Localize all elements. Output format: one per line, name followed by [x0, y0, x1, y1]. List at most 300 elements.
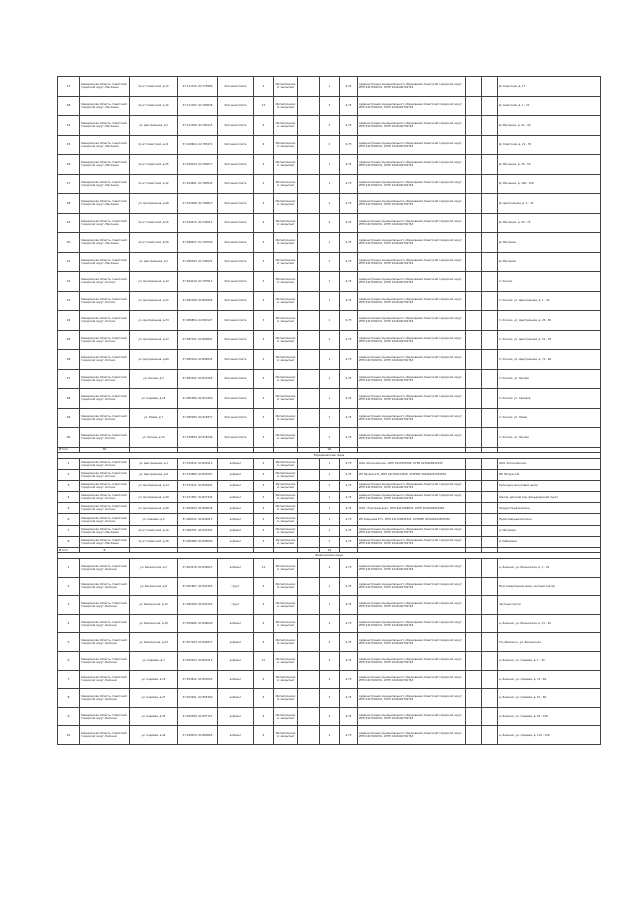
row-owner: Администрация муниципального образования Советский городской округ, ИНН 4417000231, ОГРН 1024200702763: [358, 96, 466, 116]
row-cover: Металлический, закрытый: [274, 194, 298, 214]
row-quantity: 1: [320, 291, 340, 311]
row-quantity: 1: [320, 458, 340, 469]
row-surface: бетонная плита: [218, 194, 254, 214]
empty-cell: [298, 350, 320, 370]
row-number: 20: [58, 233, 80, 253]
row-coordinates: 57.104821, 62.789545: [178, 174, 218, 194]
row-area: 3: [254, 536, 274, 547]
empty-cell: [466, 596, 482, 615]
row-number: 17: [58, 174, 80, 194]
row-area: 3: [254, 311, 274, 331]
row-volume: 0,75: [340, 291, 358, 311]
row-area: 3: [254, 469, 274, 480]
row-address: Кемеровская область, Советский городской округ, Клочки: [80, 503, 130, 514]
row-cover: Металлический, закрытый: [274, 96, 298, 116]
row-source: д. Белкино, ул. Садовая, д. 61 - 80: [498, 689, 601, 708]
empty-cell: [466, 458, 482, 469]
empty-cell: [466, 272, 482, 292]
row-coordinates: 57.074890, 62.822567: [178, 469, 218, 480]
table-row: [58, 291, 601, 311]
row-area: 3: [254, 389, 274, 409]
row-street: ул. Центральная, д.46: [130, 194, 178, 214]
table-row: [58, 311, 601, 331]
row-volume: 0,75: [340, 272, 358, 292]
empty-cell: [298, 689, 320, 708]
row-quantity: 2: [320, 689, 340, 708]
row-owner: Администрация муниципального образования Советский городской округ, ИНН 4417000231, ОГРН 1024200702763: [358, 492, 466, 503]
row-address: Кемеровская область, Советский городской округ, Клочки: [80, 291, 130, 311]
row-volume: 0,75: [340, 213, 358, 233]
row-number: 30: [58, 428, 80, 448]
row-number: 23: [58, 291, 80, 311]
empty-cell: [482, 503, 498, 514]
empty-cell: [298, 458, 320, 469]
row-source: д. Белкино, ул. Белкинская, д. 1 - 20: [498, 559, 601, 578]
row-number: 27: [58, 369, 80, 389]
row-address: Кемеровская область, Советский городской округ, Масленки: [80, 252, 130, 272]
row-number: 21: [58, 252, 80, 272]
row-owner: Администрация муниципального образования Советский городской округ, ИНН 4417000231, ОГРН 1024200702763: [358, 116, 466, 136]
table-row: [58, 213, 601, 233]
row-source: д. Белкино, ул. Белкинская, д. 21 - 40: [498, 614, 601, 633]
row-coordinates: 57.066701, 62.834352: [178, 525, 218, 536]
row-owner: Администрация муниципального образования Советский городской округ, ИНН 4417000231, ОГРН 1024200702763: [358, 155, 466, 175]
row-cover: Металлический, закрытый: [274, 651, 298, 670]
table-row: [58, 670, 601, 689]
row-street: ул. Лесная, д.3: [130, 369, 178, 389]
row-cover: Металлический, закрытый: [274, 559, 298, 578]
row-number: 3: [58, 480, 80, 491]
table-row: [58, 428, 601, 448]
row-number: 7: [58, 670, 80, 689]
row-owner: Администрация муниципального образования Советский городской округ, ИНН 4417000231, ОГРН 1024200702763: [358, 291, 466, 311]
empty-cell: [298, 408, 320, 428]
row-surface: асфальт: [218, 633, 254, 652]
row-area: 3: [254, 492, 274, 503]
table-row: [58, 492, 601, 503]
row-source: Многоквартирные дома, частный сектор: [498, 577, 601, 596]
row-volume: 0,75: [340, 480, 358, 491]
row-volume: 0,75: [340, 252, 358, 272]
row-address: Кемеровская область, Советский городской округ, Клочки: [80, 480, 130, 491]
row-coordinates: 57.071587, 62.827344: [178, 492, 218, 503]
row-coordinates: 57.096543, 62.795024: [178, 252, 218, 272]
empty-cell: [466, 155, 482, 175]
empty-cell: [298, 707, 320, 726]
row-volume: 0,75: [340, 350, 358, 370]
row-street: ул. Садовая, д.42: [130, 726, 178, 745]
row-cover: Металлический, закрытый: [274, 408, 298, 428]
row-area: 3: [254, 77, 274, 97]
row-address: Кемеровская область, Советский городской округ, Белкино: [80, 707, 130, 726]
row-address: Кемеровская область, Советский городской округ, Масленки: [80, 525, 130, 536]
empty-cell: [482, 350, 498, 370]
empty-cell: [466, 233, 482, 253]
row-volume: 0,75: [340, 155, 358, 175]
empty-cell: [298, 559, 320, 578]
row-quantity: 2: [320, 614, 340, 633]
row-street: ул. Центральная, д.47: [130, 330, 178, 350]
row-source: д. Белкино, ул. Садовая, д. 31 - 60: [498, 670, 601, 689]
row-source: д. Масленки: [498, 525, 601, 536]
row-quantity: 2: [320, 670, 340, 689]
row-address: Кемеровская область, Советский городской округ, Белкино: [80, 614, 130, 633]
empty-cell: [482, 330, 498, 350]
row-owner: ИП Петров А.В., ИНН 441700123456, ОГРНИП 304420012345678: [358, 469, 466, 480]
row-quantity: 1: [320, 174, 340, 194]
row-source: Д. Масленки, д. 50 - 75: [498, 213, 601, 233]
row-cover: Металлический, закрытый: [274, 233, 298, 253]
row-number: 9: [58, 707, 80, 726]
empty-cell: [298, 670, 320, 689]
row-owner: Администрация муниципального образования Советский городской округ, ИНН 4417000231, ОГРН 1024200702763: [358, 135, 466, 155]
row-source: Д. Центральная, д. 1 - 32: [498, 194, 601, 214]
row-address: Кемеровская область, Советский городской округ, Белкино: [80, 726, 130, 745]
empty-cell: [298, 116, 320, 136]
row-source: С. Клочки, ул. Центральная, д. 25 - 50: [498, 311, 601, 331]
row-volume: 0,75: [340, 116, 358, 136]
row-volume: 0,75: [340, 389, 358, 409]
row-owner: Администрация муниципального образования Советский городской округ, ИНН 4417000231, ОГРН 1024200702763: [358, 272, 466, 292]
row-cover: Металлический, закрытый: [274, 174, 298, 194]
row-number: 1: [58, 458, 80, 469]
row-area: 6: [254, 670, 274, 689]
row-number: 14: [58, 116, 80, 136]
row-street: ул. Центральная, д.5: [130, 252, 178, 272]
row-number: 18: [58, 194, 80, 214]
row-street: ул. Центральная, д.1: [130, 458, 178, 469]
row-number: 4: [58, 614, 80, 633]
row-quantity: 3: [320, 96, 340, 116]
table-row: [58, 614, 601, 633]
empty-cell: [298, 96, 320, 116]
row-address: Кемеровская область, Советский городской округ, Масленки: [80, 213, 130, 233]
row-number: 17: [58, 77, 80, 97]
registry-body: [58, 77, 601, 745]
row-coordinates: 57.108234, 62.786077: [178, 155, 218, 175]
row-quantity: 2: [320, 135, 340, 155]
row-source: С. Клочки, ул. Новая: [498, 408, 601, 428]
section-title: Юридические лица: [58, 452, 601, 458]
row-street: ул. Лесная, д.15: [130, 428, 178, 448]
row-number: 28: [58, 389, 80, 409]
row-coordinates: 57.078834, 62.818240: [178, 428, 218, 448]
row-street: ул. Центральная, д.5: [130, 116, 178, 136]
row-quantity: 1: [320, 155, 340, 175]
table-row: [58, 689, 601, 708]
table-row: [58, 116, 601, 136]
table-row: [58, 458, 601, 469]
row-street: ул. Центральная, д.14: [130, 480, 178, 491]
row-coordinates: 57.060256, 62.843702: [178, 596, 218, 615]
row-address: Кемеровская область, Советский городской округ, Белкино: [80, 596, 130, 615]
row-address: Кемеровская область, Советский городской округ, Масленки: [80, 233, 130, 253]
row-number: 7: [58, 525, 80, 536]
empty-cell: [298, 577, 320, 596]
row-volume: 0,75: [340, 536, 358, 547]
row-surface: бетонная плита: [218, 233, 254, 253]
row-number: 24: [58, 311, 80, 331]
row-volume: 0,75: [340, 194, 358, 214]
empty-cell: [298, 514, 320, 525]
row-quantity: 1: [320, 492, 340, 503]
row-quantity: 1: [320, 369, 340, 389]
empty-cell: [482, 492, 498, 503]
empty-cell: [298, 492, 320, 503]
row-street: ул. Садовая, д.15: [130, 670, 178, 689]
empty-cell: [482, 689, 498, 708]
row-surface: асфальт: [218, 670, 254, 689]
row-street: ул. Центральная, д.33: [130, 311, 178, 331]
row-cover: Металлический, закрытый: [274, 272, 298, 292]
row-cover: Металлический, закрытый: [274, 213, 298, 233]
table-row: [58, 408, 601, 428]
row-coordinates: 57.055423, 62.850715: [178, 651, 218, 670]
empty-cell: [298, 469, 320, 480]
row-cover: Металлический, закрытый: [274, 428, 298, 448]
table-row: [58, 633, 601, 652]
row-coordinates: 57.089854, 62.803127: [178, 311, 218, 331]
row-area: 6: [254, 726, 274, 745]
table-row: [58, 350, 601, 370]
row-surface: бетонная плита: [218, 174, 254, 194]
row-street: пр-кт Советский, д.13: [130, 77, 178, 97]
empty-cell: [298, 633, 320, 652]
empty-cell: [298, 480, 320, 491]
row-address: Кемеровская область, Советский городской округ, Белкино: [80, 651, 130, 670]
row-coordinates: 57.083542, 62.810765: [178, 369, 218, 389]
row-surface: бетонная плита: [218, 77, 254, 97]
row-area: 3: [254, 596, 274, 615]
row-surface: асфальт: [218, 514, 254, 525]
row-address: Кемеровская область, Советский городской округ, Клочки: [80, 492, 130, 503]
row-owner: Администрация муниципального образования Советский городской округ, ИНН 4417000231, ОГРН 1024200702763: [358, 525, 466, 536]
row-source: С. Клочки, ул. Садовая: [498, 389, 601, 409]
row-area: 12: [254, 559, 274, 578]
row-owner: ООО «Клочковское», ИНН 4417008765, ОГРН 1034200812345: [358, 458, 466, 469]
row-source: Д. Советская, д. 1 - 21: [498, 96, 601, 116]
row-cover: Металлический, закрытый: [274, 135, 298, 155]
row-area: 3: [254, 330, 274, 350]
table-row: [58, 330, 601, 350]
row-surface: бетонная плита: [218, 213, 254, 233]
row-coordinates: 57.108604, 62.785472: [178, 135, 218, 155]
row-owner: Администрация муниципального образования Советский городской округ, ИНН 4417000231, ОГРН 1024200702763: [358, 408, 466, 428]
empty-cell: [482, 596, 498, 615]
row-surface: бетонная плита: [218, 350, 254, 370]
empty-cell: [466, 350, 482, 370]
table-row: [58, 272, 601, 292]
row-quantity: 2: [320, 707, 340, 726]
row-surface: бетонная плита: [218, 135, 254, 155]
total-label: Итого: [58, 548, 80, 553]
row-volume: 0,75: [340, 492, 358, 503]
row-volume: 0,75: [340, 707, 358, 726]
row-owner: Администрация муниципального образования Советский городской округ, ИНН 4417000231, ОГРН 1024200702763: [358, 480, 466, 491]
row-surface: асфальт: [218, 458, 254, 469]
row-surface: асфальт: [218, 480, 254, 491]
row-street: пр-кт Советский, д.32: [130, 174, 178, 194]
empty-cell: [298, 272, 320, 292]
row-owner: Администрация муниципального образования Советский городской округ, ИНН 4417000231, ОГРН 1024200702763: [358, 536, 466, 547]
empty-cell: [466, 670, 482, 689]
row-quantity: 1: [320, 77, 340, 97]
row-address: Кемеровская область, Советский городской округ, Клочки: [80, 350, 130, 370]
row-area: 6: [254, 135, 274, 155]
empty-cell: [466, 577, 482, 596]
row-surface: бетонная плита: [218, 252, 254, 272]
row-cover: Металлический, закрытый: [274, 536, 298, 547]
row-area: 3: [254, 233, 274, 253]
row-source: С. Клочки, ул. Лесная: [498, 428, 601, 448]
empty-cell: [482, 633, 498, 652]
row-source: д. Белкино, ул. Садовая, д. 101 - 120: [498, 726, 601, 745]
row-owner: Администрация муниципального образования Советский городской округ, ИНН 4417000231, ОГРН 1024200702763: [358, 577, 466, 596]
row-area: 6: [254, 614, 274, 633]
row-area: 6: [254, 213, 274, 233]
empty-cell: [482, 577, 498, 596]
row-area: 3: [254, 480, 274, 491]
row-cover: Металлический, закрытый: [274, 633, 298, 652]
row-cover: Металлический, закрытый: [274, 252, 298, 272]
row-street: ул. Новая, д.7: [130, 408, 178, 428]
empty-cell: [466, 174, 482, 194]
row-source: ИП Петров А.В.: [498, 469, 601, 480]
row-owner: Администрация муниципального образования Советский городской округ, ИНН 4417000231, ОГРН 1024200702763: [358, 252, 466, 272]
row-owner: Администрация муниципального образования Советский городской округ, ИНН 4417000231, ОГРН 1024200702763: [358, 689, 466, 708]
row-cover: Металлический, закрытый: [274, 596, 298, 615]
row-cover: Металлический, закрытый: [274, 77, 298, 97]
empty-cell: [298, 525, 320, 536]
empty-cell: [298, 233, 320, 253]
empty-cell: [298, 428, 320, 448]
row-quantity: 2: [320, 633, 340, 652]
row-street: ул. Центральная, д.8: [130, 469, 178, 480]
table-row: [58, 155, 601, 175]
empty-cell: [482, 291, 498, 311]
empty-cell: [482, 469, 498, 480]
empty-cell: [482, 155, 498, 175]
row-area: 3: [254, 350, 274, 370]
row-volume: 0,75: [340, 135, 358, 155]
row-street: ул. Садовая, д.3: [130, 651, 178, 670]
row-number: 15: [58, 135, 80, 155]
row-address: Кемеровская область, Советский городской округ, Масленки: [80, 96, 130, 116]
empty-cell: [466, 135, 482, 155]
row-street: ул. Садовая, д.27: [130, 689, 178, 708]
row-cover: Металлический, закрытый: [274, 492, 298, 503]
empty-cell: [482, 213, 498, 233]
table-row: [58, 469, 601, 480]
row-area: 3: [254, 577, 274, 596]
row-source: Промтоварный магазин: [498, 514, 601, 525]
row-source: Д. Масленки, д. 35 - 50: [498, 155, 601, 175]
row-address: Кемеровская область, Советский городской округ, Клочки: [80, 458, 130, 469]
row-street: пр-кт Советский, д.14: [130, 96, 178, 116]
row-volume: 0,75: [340, 503, 358, 514]
row-owner: Администрация муниципального образования Советский городской округ, ИНН 4417000231, ОГРН 1024200702763: [358, 596, 466, 615]
table-row: [58, 194, 601, 214]
row-surface: бетонная плита: [218, 272, 254, 292]
row-volume: 0,75: [340, 726, 358, 745]
row-number: 4: [58, 492, 80, 503]
empty-cell: [298, 536, 320, 547]
empty-cell: [466, 311, 482, 331]
empty-cell: [298, 651, 320, 670]
row-owner: Администрация муниципального образования Советский городской округ, ИНН 4417000231, ОГРН 1024200702763: [358, 670, 466, 689]
row-owner: Администрация муниципального образования Советский городской округ, ИНН 4417000231, ОГРН 1024200702763: [358, 559, 466, 578]
row-volume: 0,75: [340, 330, 358, 350]
empty-cell: [466, 194, 482, 214]
empty-cell: [466, 480, 482, 491]
empty-cell: [482, 77, 498, 97]
empty-cell: [482, 408, 498, 428]
row-volume: 0,75: [340, 614, 358, 633]
empty-cell: [466, 689, 482, 708]
row-area: 3: [254, 369, 274, 389]
row-surface: грунт: [218, 596, 254, 615]
row-coordinates: 57.073211, 62.824901: [178, 480, 218, 491]
empty-cell: [482, 428, 498, 448]
empty-cell: [298, 291, 320, 311]
row-volume: 0,75: [340, 469, 358, 480]
row-area: 12: [254, 651, 274, 670]
row-quantity: 1: [320, 514, 340, 525]
row-address: Кемеровская область, Советский городской округ, Клочки: [80, 408, 130, 428]
empty-cell: [482, 458, 498, 469]
row-source: Д. Масленки, д. 21 - 30: [498, 116, 601, 136]
row-area: 3: [254, 503, 274, 514]
row-street: ул. Центральная, д.21: [130, 291, 178, 311]
table-row: [58, 559, 601, 578]
row-source: С. Клочки, ул. Центральная, д. 51 - 70: [498, 330, 601, 350]
row-owner: ООО «Торговый дом», ИНН 4417009876, ОГРН 1044200923456: [358, 503, 466, 514]
empty-cell: [466, 614, 482, 633]
row-cover: Металлический, закрытый: [274, 707, 298, 726]
row-surface: асфальт: [218, 559, 254, 578]
row-volume: 0,75: [340, 514, 358, 525]
row-source: ООО «Клочковское»: [498, 458, 601, 469]
row-quantity: 2: [320, 726, 340, 745]
row-area: 3: [254, 194, 274, 214]
empty-cell: [466, 213, 482, 233]
row-number: 16: [58, 155, 80, 175]
row-owner: Администрация муниципального образования Советский городской округ, ИНН 4417000231, ОГРН 1024200702763: [358, 389, 466, 409]
row-owner: Администрация муниципального образования Советский городской округ, ИНН 4417000231, ОГРН 1024200702763: [358, 213, 466, 233]
row-address: Кемеровская область, Советский городской округ, Белкино: [80, 633, 130, 652]
row-quantity: 1: [320, 469, 340, 480]
table-row: [58, 77, 601, 97]
row-street: ул. Белкинская, д.8: [130, 577, 178, 596]
row-surface: грунт: [218, 577, 254, 596]
empty-cell: [466, 536, 482, 547]
row-source: д. Белкино, ул. Садовая, д. 81 - 100: [498, 707, 601, 726]
row-coordinates: 57.052201, 62.855390: [178, 689, 218, 708]
empty-cell: [482, 726, 498, 745]
row-area: 3: [254, 428, 274, 448]
row-address: Кемеровская область, Советский городской округ, Клочки: [80, 311, 130, 331]
row-quantity: 1: [320, 311, 340, 331]
row-address: Кемеровская область, Советский городской округ, Масленки: [80, 155, 130, 175]
row-surface: бетонная плита: [218, 330, 254, 350]
empty-cell: [466, 428, 482, 448]
row-quantity: 1: [320, 350, 340, 370]
row-volume: 0,75: [340, 689, 358, 708]
empty-cell: [482, 480, 498, 491]
row-address: Кемеровская область, Советский городской округ, Масленки: [80, 135, 130, 155]
empty-cell: [298, 596, 320, 615]
row-street: ул. Белкинская, д.18: [130, 614, 178, 633]
